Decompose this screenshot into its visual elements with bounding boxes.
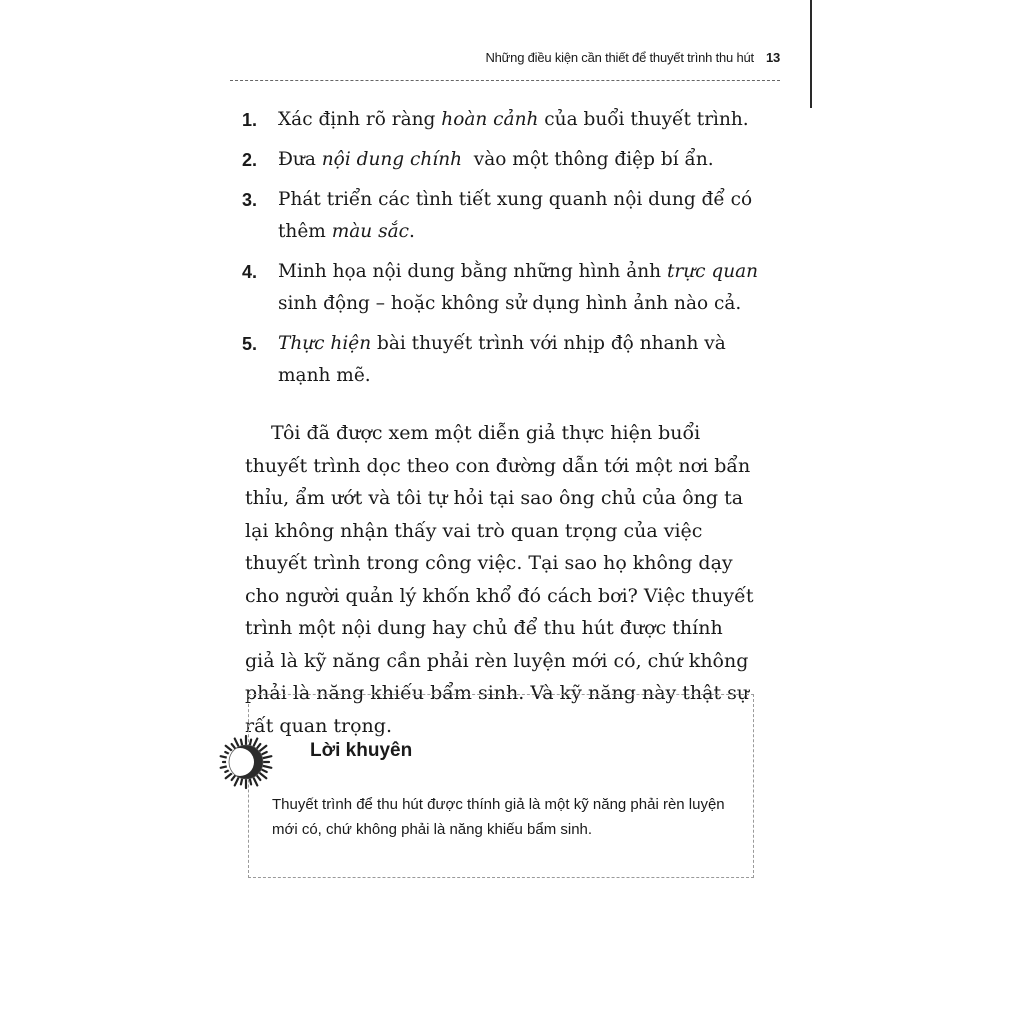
step-emphasis: Thực hiện	[278, 333, 372, 354]
step-text: của buổi thuyết trình.	[538, 109, 749, 130]
running-title: Những điều kiện cần thiết để thuyết trình thu hút	[485, 50, 754, 65]
step-number: 5.	[242, 334, 258, 354]
step-text: Minh họa nội dung bằng những hình ảnh	[278, 261, 667, 282]
step-text: Xác định rõ ràng	[278, 109, 442, 130]
step-text: sinh động – hoặc không sử dụng hình ảnh nào cả.	[278, 293, 742, 314]
sunburst-icon	[216, 732, 276, 792]
tip-text: Thuyết trình để thu hút được thính giả là một kỹ năng phải rèn luyện mới có, chứ không phải là năng khiếu bẩm sinh.	[272, 796, 725, 838]
step-text: Đưa	[278, 149, 322, 170]
step-text: vào một thông điệp bí ẩn.	[462, 149, 714, 170]
body-paragraph: Tôi đã được xem một diễn giả thực hiện buổi thuyết trình dọc theo con đường dẫn tới một nơi bẩn thỉu, ẩm ướt và tôi tự hỏi tại sao ông chủ của ông ta lại không nhận thấy vai trò quan trọng của việc thuyết trình trong công việc. Tại sao họ không dạy cho người quản lý khốn khổ đó cách bơi? Việc thuyết trình một nội dung hay chủ để thu hút được thính giả là kỹ năng cần phải rèn luyện mới có, chứ không phải là năng khiếu bẩm sinh. Và kỹ năng này thật sự rất quan trọng.	[245, 422, 754, 737]
step-emphasis: màu sắc	[331, 221, 409, 242]
tip-title: Lời khuyên	[310, 740, 413, 761]
step-text: .	[409, 221, 415, 242]
running-header	[420, 50, 780, 65]
step-number: 2.	[242, 150, 258, 170]
step-emphasis: hoàn cảnh	[441, 109, 539, 130]
list-item	[240, 184, 760, 248]
tip-box	[248, 694, 754, 878]
step-number: 4.	[242, 262, 258, 282]
list-item	[240, 328, 760, 392]
page-edge-line	[810, 0, 812, 108]
header-rule	[230, 80, 780, 81]
page-number: 13	[765, 50, 780, 65]
list-item	[240, 104, 760, 136]
step-emphasis: nội dung chính	[321, 149, 463, 170]
list-item	[240, 144, 760, 176]
step-text: bài thuyết trình với nhịp độ nhanh và mạnh mẽ.	[278, 333, 726, 386]
step-emphasis: trực quan	[666, 261, 759, 282]
steps-list	[240, 104, 760, 400]
step-number: 3.	[242, 190, 258, 210]
step-text: Phát triển các tình tiết xung quanh nội dung để có thêm	[278, 189, 753, 242]
step-number: 1.	[242, 110, 258, 130]
list-item	[240, 256, 760, 320]
